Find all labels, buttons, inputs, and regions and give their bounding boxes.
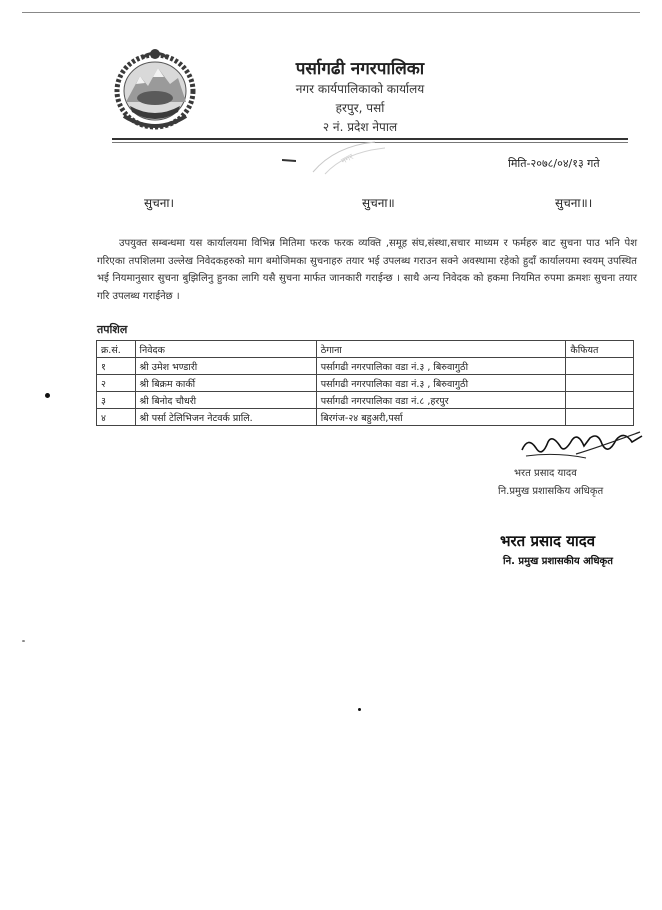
faded-stamp-mark xyxy=(305,138,400,178)
office-name: नगर कार्यपालिकाको कार्यालय xyxy=(295,82,425,96)
notice-label-3: सुचना॥। xyxy=(555,196,593,210)
header-remarks: कैफियत xyxy=(566,341,634,358)
table-row xyxy=(97,392,634,409)
top-border-line xyxy=(22,12,640,13)
stamp-title: नि. प्रमुख प्रशासकीय अधिकृत xyxy=(503,556,613,567)
table-row xyxy=(97,375,634,392)
stamp-name: भरत प्रसाद यादव xyxy=(500,532,596,550)
cell-remarks xyxy=(566,375,634,392)
header-address: ठेगाना xyxy=(316,341,566,358)
nepal-government-emblem-icon xyxy=(112,46,198,132)
cell-applicant: श्री पर्सा टेलिभिजन नेटवर्क प्रालि. xyxy=(135,409,316,426)
cell-serial: ४ xyxy=(97,409,136,426)
handwritten-signature xyxy=(516,428,646,464)
cell-remarks xyxy=(566,392,634,409)
signatory-title: नि.प्रमुख प्रशासकिय अधिकृत xyxy=(498,486,604,497)
cell-remarks xyxy=(566,358,634,375)
ink-dash-mark xyxy=(282,157,296,163)
cell-applicant: श्री बिनोद चौधरी xyxy=(135,392,316,409)
notice-label-2: सुचना॥ xyxy=(362,196,395,210)
notice-label-1: सुचना। xyxy=(144,196,175,210)
header-applicant: निवेदक xyxy=(135,341,316,358)
signatory-name: भरत प्रसाद यादव xyxy=(514,468,577,479)
cell-serial: १ xyxy=(97,358,136,375)
svg-text:नगर: नगर xyxy=(339,152,355,166)
speck-mark xyxy=(45,393,50,398)
details-table-title: तपशिल xyxy=(97,323,128,336)
province-name: २ नं. प्रदेश नेपाल xyxy=(322,120,398,134)
cell-address: पर्सागढी नगरपालिका वडा नं.८ ,हरपुर xyxy=(316,392,566,409)
applicants-table xyxy=(96,340,634,426)
cell-address: पर्सागढी नगरपालिका वडा नं.३ , बिरुवागुठी xyxy=(316,358,566,375)
table-row xyxy=(97,409,634,426)
document-date: मिति-२०७८/०४/१३ गते xyxy=(508,157,600,170)
table-row xyxy=(97,358,634,375)
notice-body-paragraph: उपयुक्त सम्बन्धमा यस कार्यालयमा विभिन्न मितिमा फरक फरक व्यक्ति ,समूह संघ,संस्था,सचार माध्यम र फर्महरु बाट सुचना पाउ भनि पेश गरिएका तपशिलमा उल्लेख निवेदकहरुको माग बमोजिमका सुचनाहरु तयार भई उपलब्ध गराउन सक्ने अवस्थामा रहेको हुदाँ कार्यालयमा स्वयम् उपस्थित भई नियमानुसार सुचना बुझिलिनु हुनका लागि यसै सुचना मार्फत जानकारी गराईन्छ । साथै अन्य निवेदक को हकमा नियमित रुपमा क्रमशः सुचना तयार गरि उपलब्ध गराईनेछ । xyxy=(97,238,637,302)
cell-serial: २ xyxy=(97,375,136,392)
header-serial: क्र.सं. xyxy=(97,341,136,358)
municipality-name: पर्सागढी नगरपालिका xyxy=(295,59,425,79)
cell-remarks xyxy=(566,409,634,426)
speck-mark xyxy=(358,708,361,711)
table-header-row xyxy=(97,341,634,358)
cell-address: बिरगंज-२४ बहुअरी,पर्सा xyxy=(316,409,566,426)
speck-mark xyxy=(22,640,25,642)
cell-address: पर्सागढी नगरपालिका वडा नं.३ , बिरुवागुठी xyxy=(316,375,566,392)
cell-serial: ३ xyxy=(97,392,136,409)
cell-applicant: श्री उमेश भण्डारी xyxy=(135,358,316,375)
cell-applicant: श्री बिक्रम कार्की xyxy=(135,375,316,392)
office-address: हरपुर, पर्सा xyxy=(335,101,385,115)
